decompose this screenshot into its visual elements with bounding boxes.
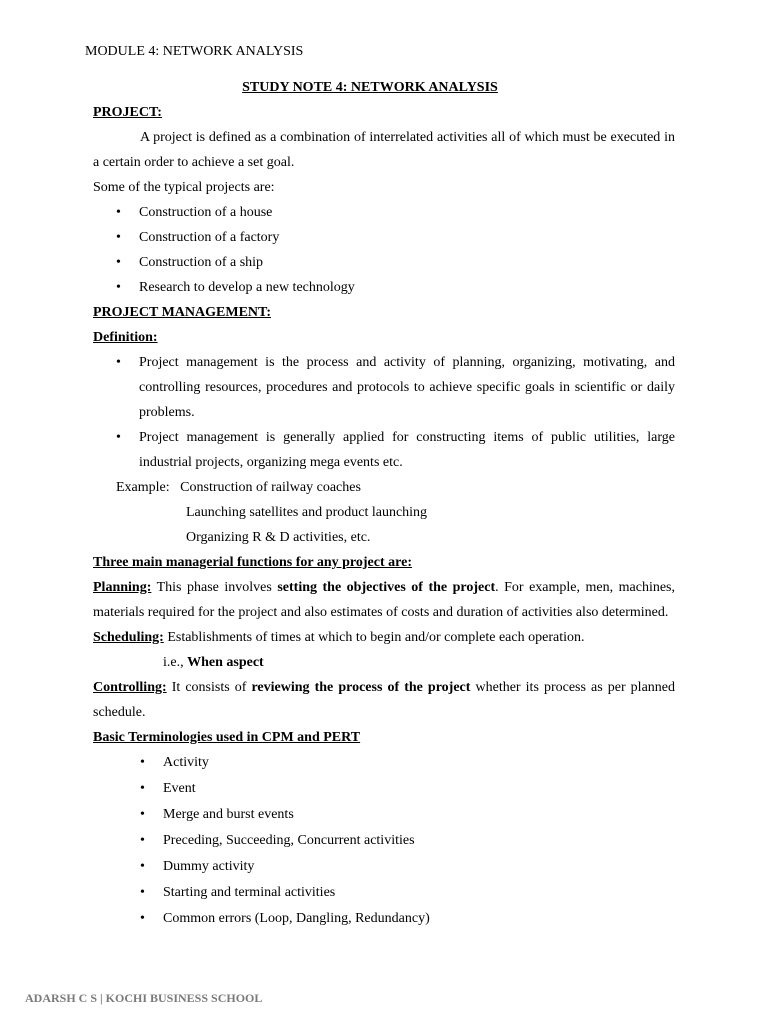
- list-item: • Project management is the process and activity of planning, organizing, motivating, and controlling resources, procedures and protocols to achieve specific goals in scientific or daily problems.: [139, 350, 675, 425]
- bullet-icon: •: [140, 807, 145, 822]
- list-item: • Activity: [163, 750, 675, 776]
- list-item: • Merge and burst events: [163, 802, 675, 828]
- controlling-label: Controlling:: [93, 680, 167, 695]
- terms-heading: Basic Terminologies used in CPM and PERT: [93, 730, 361, 745]
- project-intro: Some of the typical projects are:: [93, 180, 275, 195]
- project-heading: PROJECT:: [93, 105, 162, 120]
- bullet-icon: •: [140, 781, 145, 796]
- list-item: • Construction of a house: [139, 200, 675, 225]
- module-header: MODULE 4: NETWORK ANALYSIS: [85, 44, 304, 59]
- list-item: • Dummy activity: [163, 854, 675, 880]
- document-body: [93, 100, 675, 932]
- bullet-icon: •: [140, 859, 145, 874]
- pm-definition-list: [93, 350, 675, 475]
- list-item: • Project management is generally applied for constructing items of public utilities, large industrial projects, organizing mega events etc.: [139, 425, 675, 475]
- scheduling-paragraph: Scheduling: Establishments of times at which to begin and/or complete each operation.: [93, 630, 585, 645]
- example-line: Launching satellites and product launching: [186, 505, 428, 520]
- project-examples-list: [93, 200, 675, 300]
- project-definition: A project is defined as a combination of interrelated activities all of which must be executed in a certain order to achieve a set goal.: [93, 130, 675, 170]
- planning-paragraph: Planning: This phase involves setting the objectives of the project. For example, men, machines, materials required for the project and also estimates of costs and duration of activities also determined.: [93, 580, 675, 620]
- planning-label: Planning:: [93, 580, 152, 595]
- bullet-icon: •: [116, 255, 121, 270]
- bullet-icon: •: [116, 430, 121, 445]
- controlling-paragraph: Controlling: It consists of reviewing the process of the project whether its process as per planned schedule.: [93, 680, 675, 720]
- example-label: Example:: [116, 480, 170, 495]
- bullet-icon: •: [140, 755, 145, 770]
- bullet-icon: •: [140, 885, 145, 900]
- list-item: • Starting and terminal activities: [163, 880, 675, 906]
- scheduling-label: Scheduling:: [93, 630, 164, 645]
- bullet-icon: •: [116, 280, 121, 295]
- study-note-title: STUDY NOTE 4: NETWORK ANALYSIS: [242, 80, 498, 95]
- bullet-icon: •: [116, 230, 121, 245]
- bullet-icon: •: [116, 205, 121, 220]
- list-item: • Event: [163, 776, 675, 802]
- bullet-icon: •: [140, 833, 145, 848]
- example-line: Organizing R & D activities, etc.: [186, 530, 371, 545]
- bullet-icon: •: [140, 911, 145, 926]
- list-item: • Common errors (Loop, Dangling, Redundancy): [163, 906, 675, 932]
- terms-list: [93, 750, 675, 932]
- list-item: • Construction of a factory: [139, 225, 675, 250]
- example-line: Example: Construction of railway coaches: [116, 480, 361, 495]
- list-item: • Preceding, Succeeding, Concurrent activities: [163, 828, 675, 854]
- functions-heading: Three main managerial functions for any project are:: [93, 555, 412, 570]
- page-footer: ADARSH C S | KOCHI BUSINESS SCHOOL: [25, 991, 263, 1005]
- pm-heading: PROJECT MANAGEMENT:: [93, 305, 271, 320]
- list-item: • Construction of a ship: [139, 250, 675, 275]
- definition-heading: Definition:: [93, 330, 158, 345]
- bullet-icon: •: [116, 355, 121, 370]
- list-item: • Research to develop a new technology: [139, 275, 675, 300]
- scheduling-ie: i.e., When aspect: [163, 655, 264, 670]
